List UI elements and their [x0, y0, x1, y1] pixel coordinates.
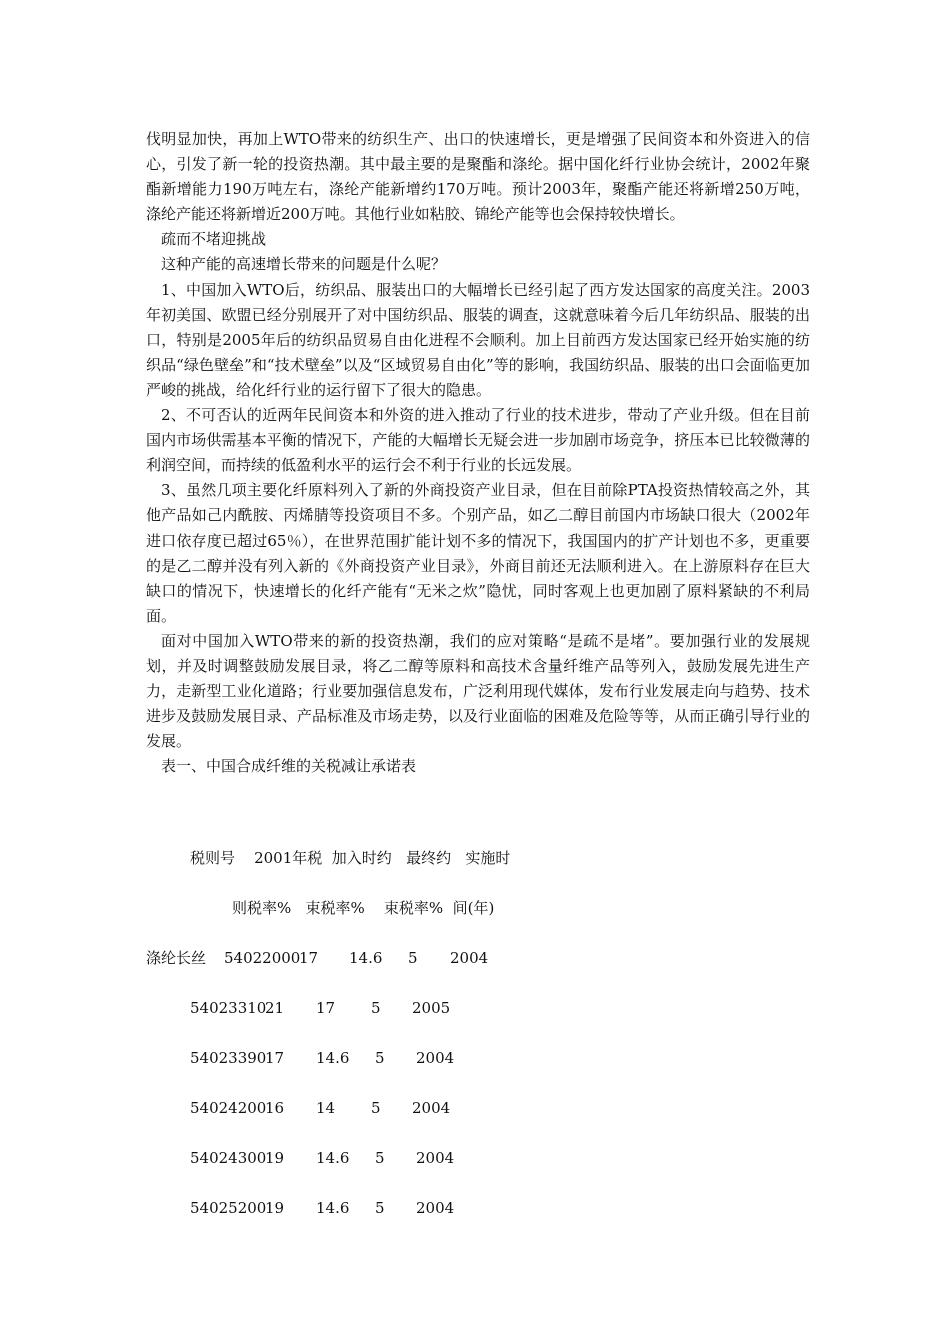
rate-2001: 17	[265, 1049, 285, 1067]
implementation-year: 2004	[450, 949, 489, 967]
implementation-year: 2004	[416, 1149, 455, 1167]
entry-bound-rate: 17	[316, 999, 336, 1017]
implementation-year: 2005	[412, 999, 451, 1017]
product-label: 涤纶长丝	[146, 949, 207, 967]
tariff-code: 54024300	[190, 1149, 267, 1167]
rate-2001: 19	[265, 1149, 285, 1167]
rate-2001: 19	[265, 1199, 285, 1217]
tariff-code: 54022000	[224, 949, 301, 967]
entry-bound-rate: 14.6	[349, 949, 383, 967]
final-bound-rate: 5	[371, 1099, 381, 1117]
table-caption: 表一、中国合成纤维的关税减让承诺表	[161, 757, 417, 776]
implementation-year: 2004	[416, 1199, 455, 1217]
rate-2001: 17	[299, 949, 319, 967]
paragraph: 1、中国加入WTO后，纺织品、服装出口的大幅增长已经引起了西方发达国家的高度关注。2003年初美国、欧盟已经分别展开了对中国纺织品、服装的调查，这就意味着今后几年纺织品、服装的出口，特别是2005年后的纺织品贸易自由化进程不会顺利。加上目前西方发达国家已经开始实施的纺织品“绿色壁垒”和“技术壁垒”以及“区域贸易自由化”等的影响，我国纺织品、服装的出口会面临更加严峻的挑战，给化纤行业的运行留下了很大的隐患。	[146, 280, 810, 399]
rate-2001: 16	[265, 1099, 285, 1117]
rate-2001: 21	[265, 999, 285, 1017]
implementation-year: 2004	[412, 1099, 451, 1117]
paragraph: 伐明显加快，再加上WTO带来的纺织生产、出口的快速增长，更是增强了民间资本和外资进入的信心，引发了新一轮的投资热潮。其中最主要的是聚酯和涤纶。据中国化纤行业协会统计，2002年聚酯新增能力190万吨左右，涤纶产能新增约170万吨。预计2003年，聚酯产能还将新增250万吨，涤纶产能还将新增近200万吨。其他行业如粘胶、锦纶产能等也会保持较快增长。	[146, 130, 810, 224]
tariff-code: 54023310	[190, 999, 267, 1017]
final-bound-rate: 5	[375, 1049, 385, 1067]
entry-bound-rate: 14	[316, 1099, 336, 1117]
tariff-code: 54024200	[190, 1099, 267, 1117]
paragraph: 3、虽然几项主要化纤原料列入了新的外商投资产业目录，但在目前除PTA投资热情较高之外，其他产品如己内酰胺、丙烯腈等投资项目不多。个别产品，如乙二醇目前国内市场缺口很大（2002年进口依存度已超过65％），在世界范围扩能计划不多的情况下，我国国内的扩产计划也不多，更重要的是乙二醇并没有列入新的《外商投资产业目录》，外商目前还无法顺利进入。在上游原料存在巨大缺口的情况下，快速增长的化纤产能有“无米之炊”隐忧，同时客观上也更加剧了原料紧缺的不利局面。	[146, 481, 810, 625]
entry-bound-rate: 14.6	[316, 1149, 350, 1167]
tariff-code: 54025200	[190, 1199, 267, 1217]
final-bound-rate: 5	[375, 1149, 385, 1167]
paragraph: 2、不可否认的近两年民间资本和外资的进入推动了行业的技术进步，带动了产业升级。但在目前国内市场供需基本平衡的情况下，产能的大幅增长无疑会进一步加剧市场竞争，挤压本已比较微薄的利润空间，而持续的低盈利水平的运行会不利于行业的长远发展。	[146, 406, 810, 475]
final-bound-rate: 5	[408, 949, 418, 967]
article-body	[146, 127, 810, 779]
table-header-line-2: 则税率% 束税率% 束税率% 间(年)	[232, 899, 495, 917]
entry-bound-rate: 14.6	[316, 1199, 350, 1217]
table-header-line-1: 税则号 2001年税 加入时约 最终约 实施时	[190, 849, 511, 867]
paragraph: 面对中国加入WTO带来的新的投资热潮，我们的应对策略“是疏不是堵”。要加强行业的发展规划，并及时调整鼓励发展目录，将乙二醇等原料和高技术含量纤维产品等列入，鼓励发展先进生产力，走新型工业化道路；行业要加强信息发布，广泛利用现代媒体，发布行业发展走向与趋势、技术进步及鼓励发展目录、产品标准及市场走势，以及行业面临的困难及危险等等，从而正确引导行业的发展。	[146, 631, 810, 751]
entry-bound-rate: 14.6	[316, 1049, 350, 1067]
paragraph: 这种产能的高速增长带来的问题是什么呢？	[161, 255, 447, 274]
final-bound-rate: 5	[375, 1199, 385, 1217]
final-bound-rate: 5	[371, 999, 381, 1017]
section-heading: 疏而不堵迎挑战	[161, 230, 267, 249]
implementation-year: 2004	[416, 1049, 455, 1067]
tariff-code: 54023390	[190, 1049, 267, 1067]
